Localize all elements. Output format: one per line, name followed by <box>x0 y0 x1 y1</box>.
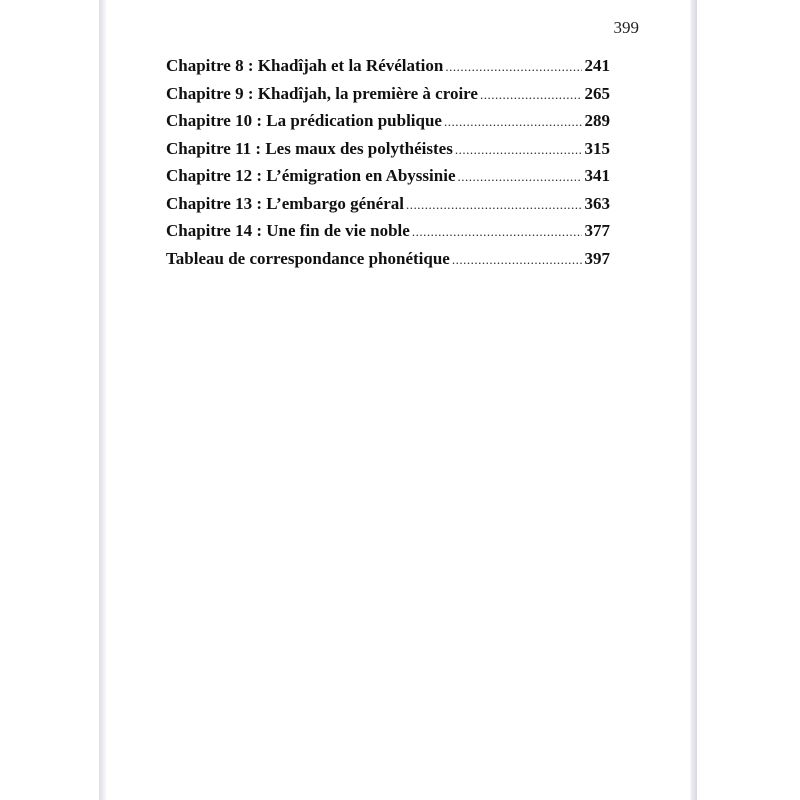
dot-leader <box>455 142 582 158</box>
toc-entry-page: 341 <box>584 166 610 185</box>
toc-entry-chapitre-8 <box>166 56 610 84</box>
dot-leader <box>458 169 582 185</box>
toc-entry-title: Chapitre 13 : L’embargo général <box>166 193 404 213</box>
toc-entry-title: Chapitre 8 : Khadîjah et la Révélation <box>166 56 444 75</box>
toc-entry-chapitre-12 <box>166 166 610 194</box>
dot-leader <box>452 252 582 268</box>
page-number: 399 <box>613 18 639 37</box>
toc-entry-chapitre-13 <box>166 194 610 222</box>
toc-entry-title: Chapitre 12 : L’émigration en Abyssinie <box>166 166 456 185</box>
toc-entry-tableau <box>166 249 610 277</box>
table-of-contents <box>166 56 610 276</box>
dot-leader <box>412 224 582 240</box>
toc-entry-page: 377 <box>584 221 610 240</box>
toc-entry-title: Chapitre 11 : Les maux des polythéistes <box>166 138 453 158</box>
dot-leader <box>406 197 582 213</box>
toc-entry-chapitre-9 <box>166 84 610 112</box>
toc-entry-page: 397 <box>584 248 610 268</box>
page-edge-left <box>99 0 106 800</box>
dot-leader <box>444 114 582 130</box>
page-edge-right <box>690 0 697 800</box>
book-page <box>106 0 690 800</box>
toc-entry-title: Chapitre 9 : Khadîjah, la première à croire <box>166 83 478 103</box>
toc-entry-chapitre-14 <box>166 221 610 249</box>
toc-entry-title: Chapitre 14 : Une fin de vie noble <box>166 221 410 240</box>
toc-entry-chapitre-11 <box>166 139 610 167</box>
toc-entry-title: Tableau de correspondance phonétique <box>166 248 450 268</box>
dot-leader <box>480 87 582 103</box>
dot-leader <box>445 59 581 75</box>
toc-entry-chapitre-10 <box>166 111 610 139</box>
toc-entry-title: Chapitre 10 : La prédication publique <box>166 111 442 130</box>
toc-entry-page: 265 <box>584 83 610 103</box>
toc-entry-page: 363 <box>584 193 610 213</box>
toc-entry-page: 241 <box>584 56 610 75</box>
toc-entry-page: 315 <box>584 138 610 158</box>
toc-entry-page: 289 <box>584 111 610 130</box>
